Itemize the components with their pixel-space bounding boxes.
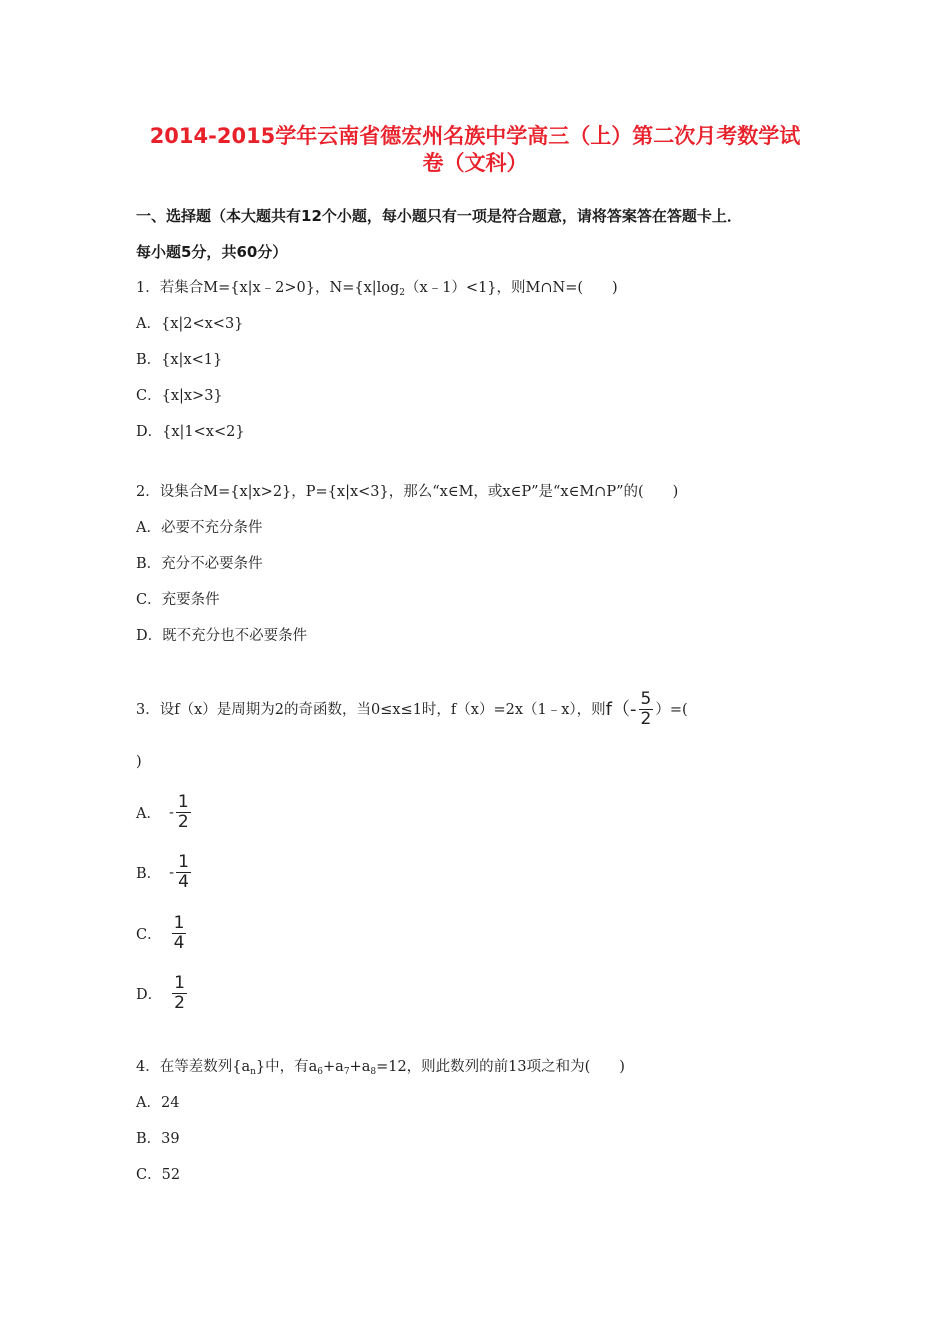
- question-2-option-b: B．充分不必要条件: [136, 556, 263, 572]
- fx-open: f（: [605, 698, 631, 720]
- question-1-option-a: A．{x|2<x<3}: [136, 316, 244, 332]
- fraction-1-over-4: $\frac{1}{4}$: [178, 852, 189, 892]
- question-4-option-c: C．52: [136, 1167, 181, 1183]
- fraction-5-over-2: $\frac{5}{2}$: [640, 689, 652, 729]
- fx-close: ）=(: [655, 701, 688, 718]
- question-1-option-b: B．{x|x<1}: [136, 352, 223, 368]
- fraction-1-over-2: $\frac{1}{2}$: [177, 792, 189, 832]
- fraction-1-over-2: $\frac{1}{2}$: [174, 973, 185, 1013]
- exam-title-line2: 卷（文科）: [422, 151, 528, 175]
- question-4-option-a: A．24: [136, 1095, 180, 1111]
- fraction-1-over-4: $\frac{1}{4}$: [173, 913, 185, 953]
- question-3-stem: 3．设f（x）是周期为2的奇函数，当0≤x≤1时，f（x）=2x（1﹣x），则 f（ - $\frac{5}{2}$ ）=(: [136, 689, 688, 729]
- question-2-option-a: A．必要不充分条件: [136, 520, 263, 536]
- exam-title-line1: 2014-2015学年云南省德宏州名族中学高三（上）第二次月考数学试: [149, 124, 801, 148]
- question-4-option-b: B．39: [136, 1131, 180, 1147]
- question-3-option-d: D． $\frac{1}{2}$: [136, 973, 185, 1013]
- question-1-option-c: C．{x|x>3}: [136, 388, 223, 404]
- question-2-option-c: C．充要条件: [136, 592, 220, 608]
- question-2-option-d: D．既不充分也不必要条件: [136, 628, 308, 644]
- question-1-stem: 1．若集合M={x|x﹣2>0}，$N=\{x|\log_2(x﹣1)<1\}$，则M∩N=( ): [136, 280, 618, 298]
- question-3-option-c: C． $\frac{1}{4}$: [136, 913, 185, 953]
- question-1-option-d: D．{x|1<x<2}: [136, 424, 245, 440]
- question-3-stem-end: ): [136, 754, 142, 770]
- question-4-stem: 4．在等差数列$\{a_n\}$中，有$a_6+a_7+a_8=12$，则此数列的前13项之和为( ): [136, 1059, 625, 1077]
- section-heading-line2: 每小题5分，共60分）: [136, 243, 288, 261]
- section-heading-line1: 一、选择题（本大题共有12个小题，每小题只有一项是符合题意，请将答案答在答题卡上．: [136, 207, 742, 225]
- question-2-stem: 2．设集合M={x|x>2}，P={x|x<3}，那么“x∈M，或x∈P”是“x∈M∩P”的( ): [136, 484, 679, 500]
- question-3-option-b: B． - $\frac{1}{4}$: [136, 852, 189, 892]
- question-3-option-a: A． - $\frac{1}{2}$: [136, 792, 189, 832]
- fx-minus: -: [630, 698, 637, 720]
